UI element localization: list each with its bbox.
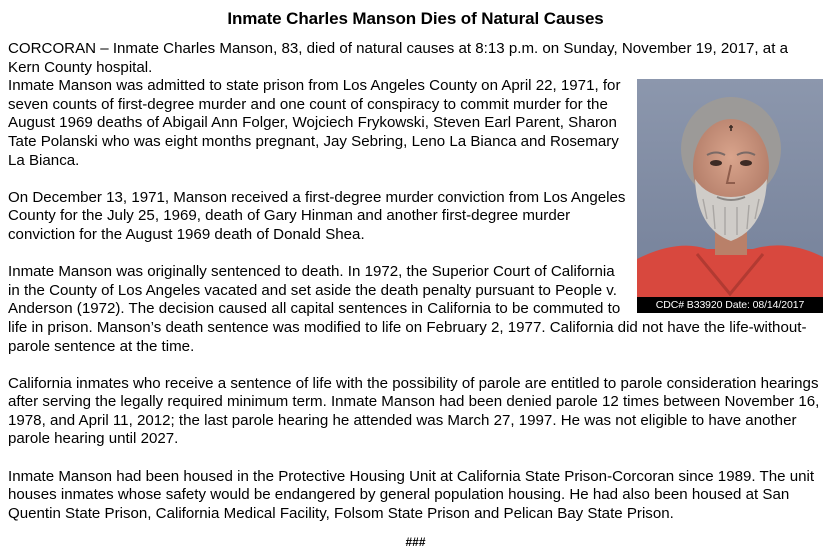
photo-caption: CDC# B33920 Date: 08/14/2017 [637, 297, 823, 313]
mugshot-illustration [637, 79, 823, 313]
paragraph-sentence: Inmate Manson was originally sentenced to death. In 1972, the Superior Court of California in the County of Los Angeles vacated and set aside the death penalty pursuant to People v. Anderson (1972). The decision caused all capital sentences in California to be commuted to life in prison. Manson’s death sentence was modified to life on February 2, 1977. California did not have the life-without-parole sentence at the time. [8, 263, 807, 355]
inmate-photo [637, 79, 823, 313]
paragraph-conviction: On December 13, 1971, Manson received a first-degree murder conviction from Los Angeles County for the July 25, 1969, death of Gary Hinman and another first-degree murder conviction for the August 1969 death of Donald Shea. [8, 188, 626, 243]
paragraph-housing: Inmate Manson had been housed in the Protective Housing Unit at California State Prison-Corcoran since 1989. The unit houses inmates whose safety would be endangered by general population housing. He had also been housed at San Quentin State Prison, California Medical Facility, Folsom State Prison and Pelican Bay State Prison. [8, 467, 815, 522]
paragraph-lead: CORCORAN – Inmate Charles Manson, 83, died of natural causes at 8:13 p.m. on Sunday, November 19, 2017, at a Kern County hospital. [8, 40, 788, 76]
page-title: Inmate Charles Manson Dies of Natural Causes [227, 9, 604, 28]
paragraph-parole: California inmates who receive a sentence of life with the possibility of parole are entitled to parole consideration hearings after serving the legally required minimum term. Inmate Manson had been denied parole 12 times between November 16, 1978, and April 11, 2012; the last parole hearing he attended was March 27, 1997. He was not eligible to have another parole hearing until 2027. [8, 374, 820, 448]
paragraph-admission: Inmate Manson was admitted to state prison from Los Angeles County on April 22, 1971, for seven counts of first-degree murder and one count of conspiracy to commit murder for the August 1969 deaths of Abigail Ann Folger, Wojciech Frykowski, Steven Earl Parent, Sharon Tate Polanski who was eight months pregnant, Jay Sebring, Leno La Bianca and Rosemary La Bianca. [8, 77, 621, 169]
end-mark: ### [405, 535, 426, 549]
press-release [8, 0, 823, 549]
